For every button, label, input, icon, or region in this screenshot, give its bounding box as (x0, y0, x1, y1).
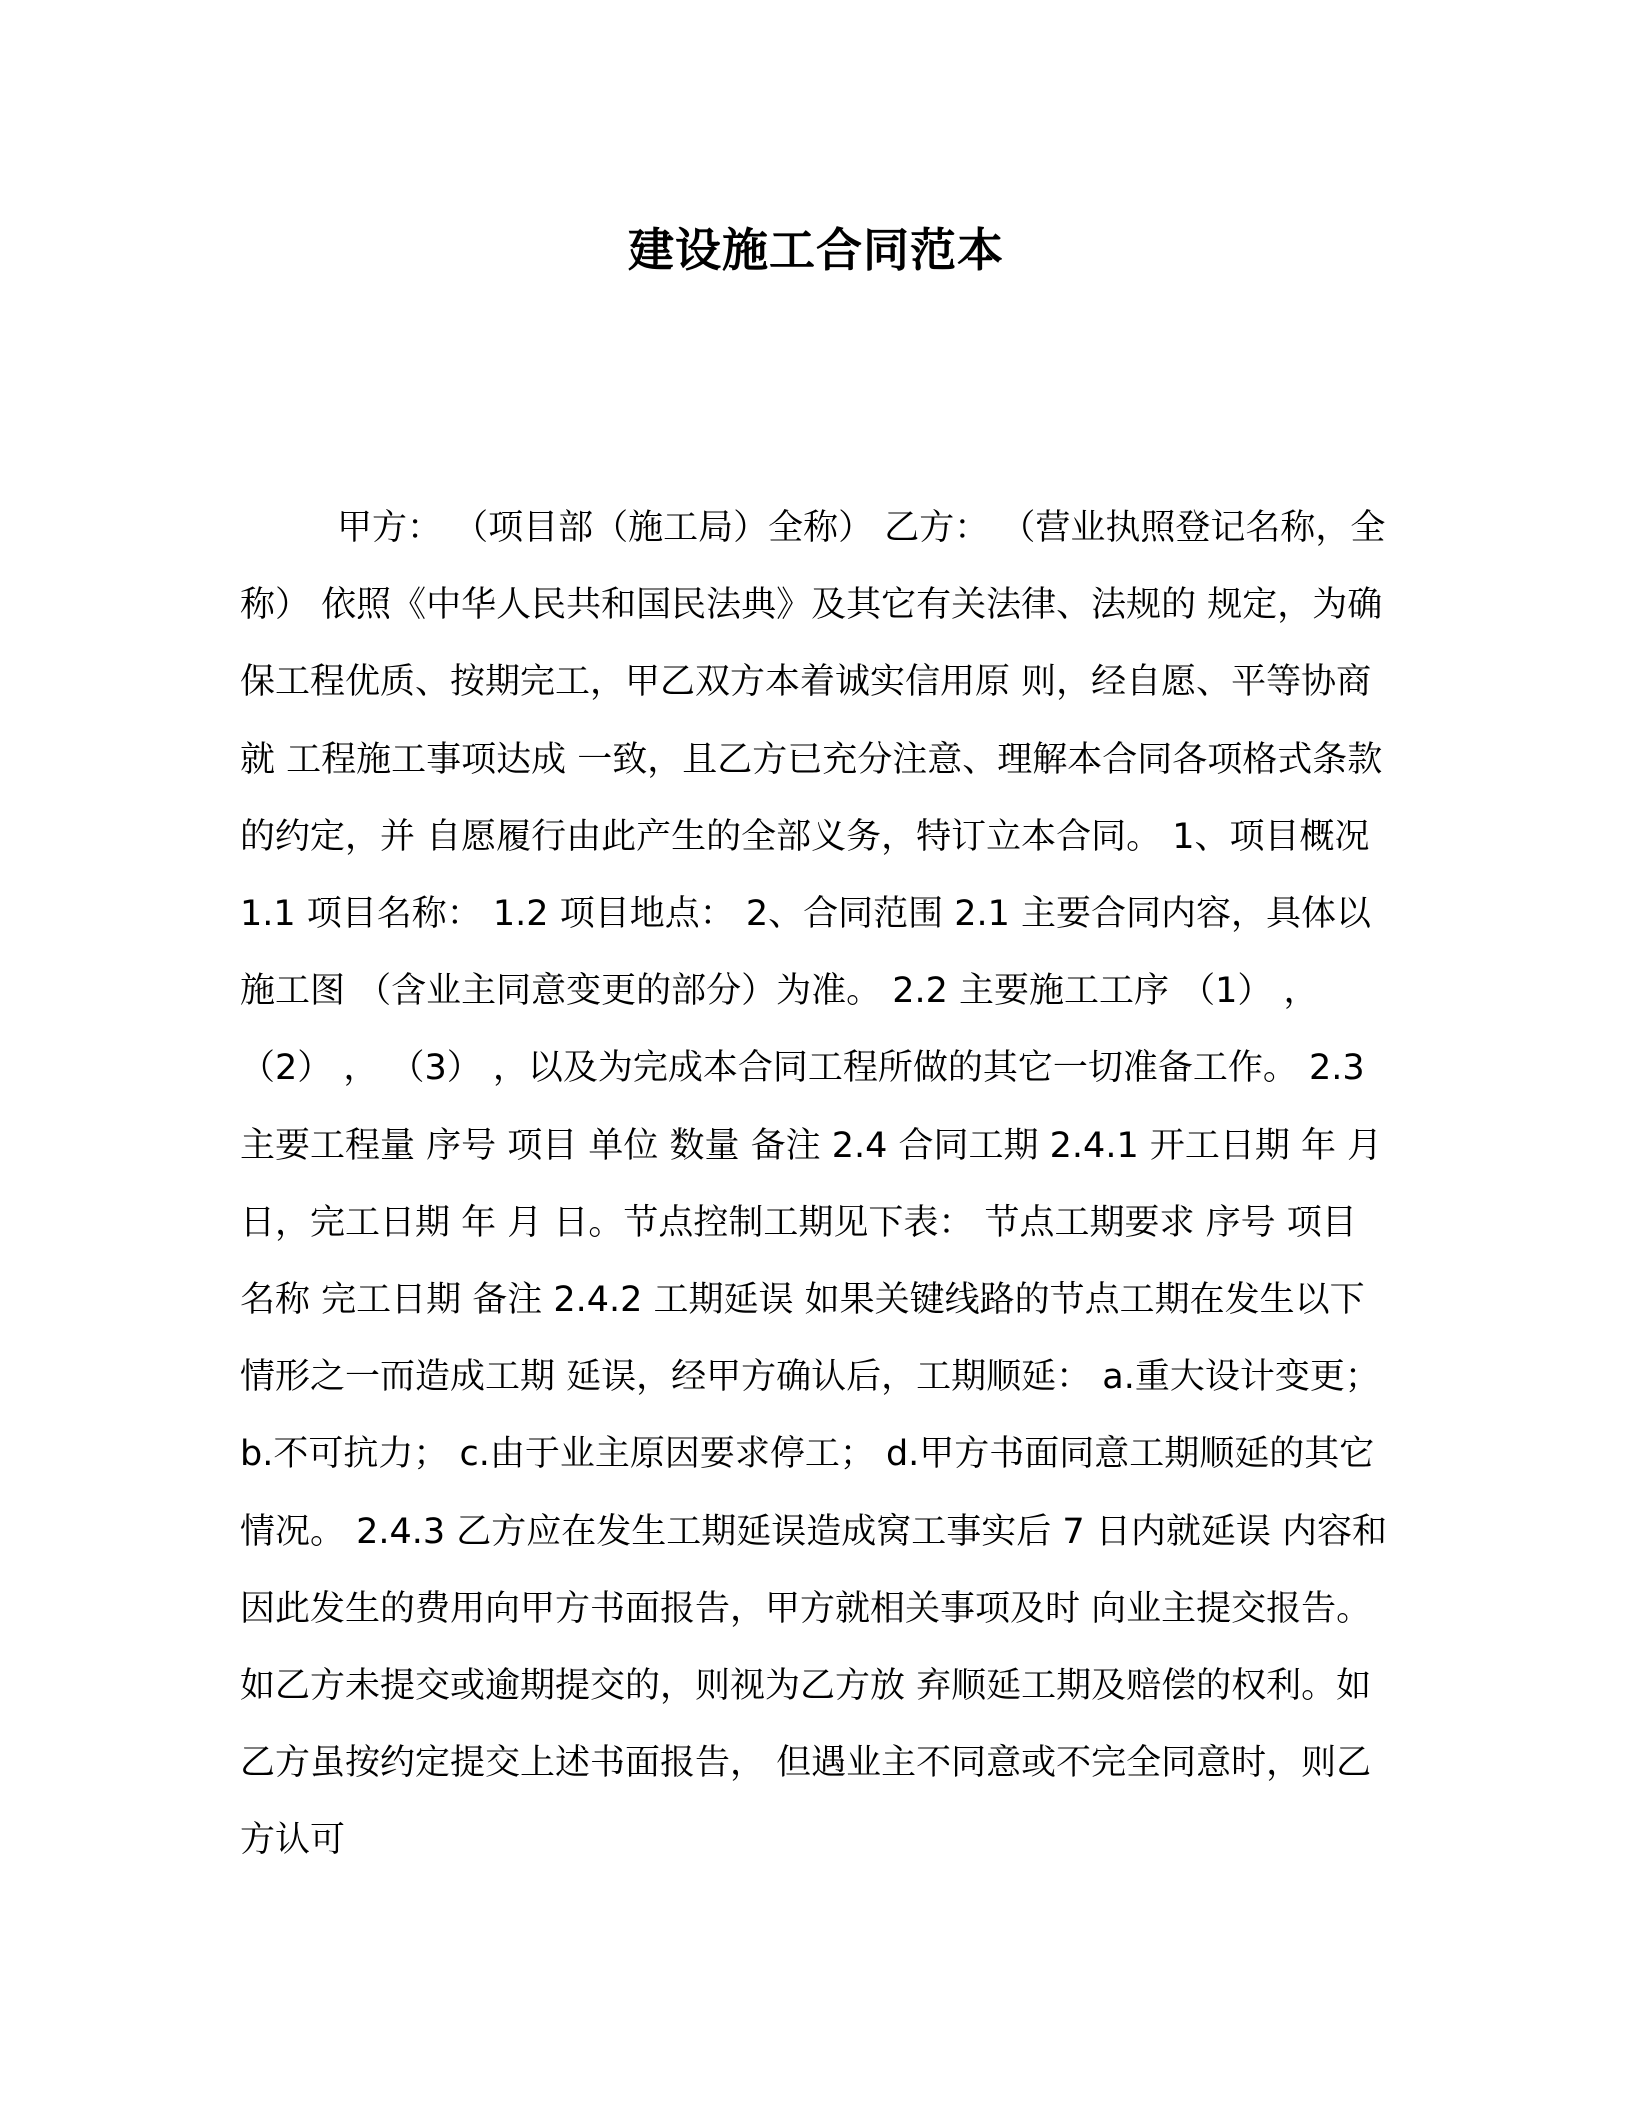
contract-body-paragraph: 甲方： （项目部（施工局）全称） 乙方： （营业执照登记名称，全称） 依照《中华人民共和国民法典》及其它有关法律、法规的 规定，为确保工程优质、按期完工，甲乙双方本着诚实信用原 则，经自愿、平等协商就 工程施工事项达成 一致，且乙方已充分注意、理解本合同各项格式条款的约定，并 自愿履行由此产生的全部义务，特订立本合同。 1、项目概况 1.1 项目名称： 1.2 项目地点： 2、合同范围 2.1 主要合同内容，具体以施工图 （含业主同意变更的部分）为准。 2.2 主要施工工序 （1） ， （2） ， （3） ，以及为完成本合同工程所做的其它一切准备工作。 2.3 主要工程量 序号 项目 单位 数量 备注 2.4 合同工期 2.4.1 开工日期 年 月 日，完工日期 年 月 日。节点控制工期见下表： 节点工期要求 序号 项目名称 完工日期 备注 2.4.2 工期延误 如果关键线路的节点工期在发生以下情形之一而造成工期 延误，经甲方确认后，工期顺延： a.重大设计变更； b.不可抗力； c.由于业主原因要求停工； d.甲方书面同意工期顺延的其它情况。 2.4.3 乙方应在发生工期延误造成窝工事实后 7 日内就延误 内容和因此发生的费用向甲方书面报告，甲方就相关事项及时 向业主提交报告。如乙方未提交或逾期提交的，则视为乙方放 弃顺延工期及赔偿的权利。如乙方虽按约定提交上述书面报告， 但遇业主不同意或不完全同意时，则乙方认可 (240, 508, 1387, 1861)
document-title: 建设施工合同范本 (628, 223, 1004, 277)
